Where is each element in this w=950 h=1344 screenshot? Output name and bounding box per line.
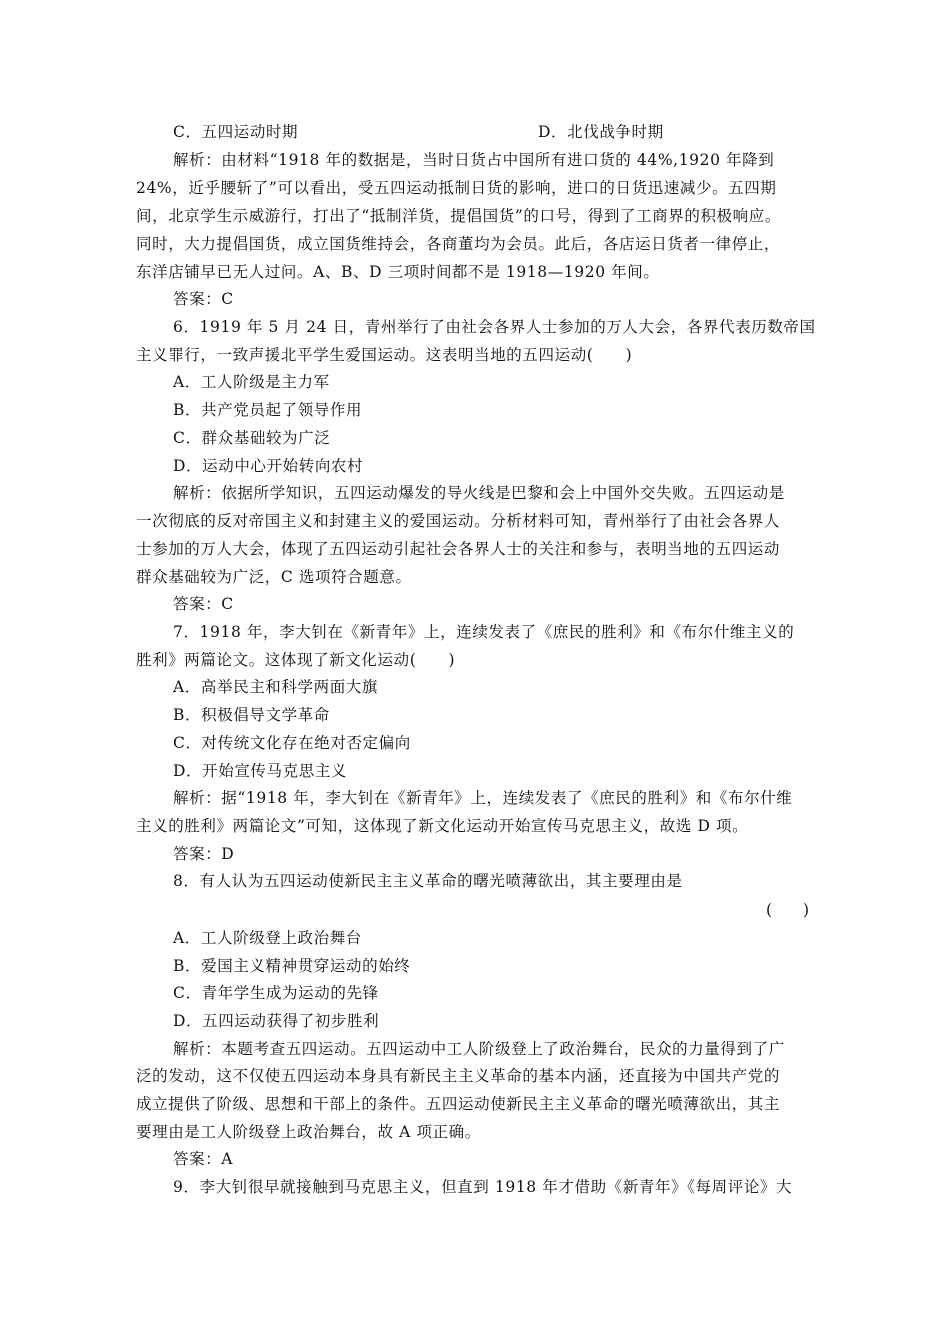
q7-option-b: B．积极倡导文学革命	[173, 706, 330, 724]
q8-analysis-line: 解析：本题考查五四运动。五四运动中工人阶级登上了政治舞台，民众的力量得到了广	[173, 1040, 785, 1058]
q8-option-c: C．青年学生成为运动的先锋	[173, 984, 379, 1002]
q8-analysis-line: 成立提供了阶级、思想和干部上的条件。五四运动使新民主主义革命的曙光喷薄欲出，其主	[136, 1095, 781, 1113]
q7-option-a: A．高举民主和科学两面大旗	[173, 678, 378, 696]
q8-analysis-line: 要理由是工人阶级登上政治舞台，故 A 项正确。	[136, 1123, 481, 1141]
q7-option-d: D．开始宣传马克思主义	[173, 762, 348, 780]
q7-stem-line: 胜利》两篇论文。这体现了新文化运动( )	[136, 651, 456, 669]
q6-option-d: D．运动中心开始转向农村	[173, 457, 364, 475]
q6-analysis-line: 群众基础较为广泛，C 选项符合题意。	[136, 568, 412, 586]
q6-analysis-line: 士参加的万人大会，体现了五四运动引起社会各界人士的关注和参与，表明当地的五四运动	[136, 540, 781, 558]
q7-option-c: C．对传统文化存在绝对否定偏向	[173, 734, 411, 752]
q8-answer: 答案：A	[173, 1150, 234, 1168]
q9-stem: 9．李大钊很早就接触到马克思主义，但直到 1918 年才借助《新青年》《每周评论》大	[173, 1178, 793, 1196]
q8-option-d: D．五四运动获得了初步胜利	[173, 1012, 380, 1030]
q6-analysis-line: 一次彻底的反对帝国主义和封建主义的爱国运动。分析材料可知，青州举行了由社会各界人	[136, 512, 781, 530]
q5-analysis-line: 东洋店铺早已无人过问。A、B、D 三项时间都不是 1918—1920 年间。	[136, 263, 660, 281]
q5-analysis-line: 间，北京学生示威游行，打出了“抵制洋货，提倡国货”的口号，得到了工商界的积极响应。	[136, 207, 781, 225]
q5-option-d: D．北伐战争时期	[538, 123, 664, 141]
q7-stem-line: 7．1918 年，李大钊在《新青年》上，连续发表了《庶民的胜利》和《布尔什维主义的	[173, 623, 795, 641]
q6-stem-line: 主义罪行，一致声援北平学生爱国运动。这表明当地的五四运动( )	[136, 346, 633, 364]
q7-answer: 答案：D	[173, 845, 235, 863]
q8-option-b: B．爱国主义精神贯穿运动的始终	[173, 957, 411, 975]
q6-answer: 答案：C	[173, 595, 234, 613]
q8-answer-paren: ( )	[766, 901, 810, 919]
q8-stem: 8．有人认为五四运动使新民主主义革命的曙光喷薄欲出，其主要理由是	[173, 872, 683, 890]
q8-analysis-line: 泛的发动，这不仅使五四运动本身具有新民主主义革命的基本内涵，还直接为中国共产党的	[136, 1067, 781, 1085]
q8-option-a: A．工人阶级登上政治舞台	[173, 929, 362, 947]
q7-analysis-line: 解析：据“1918 年，李大钊在《新青年》上，连续发表了《庶民的胜利》和《布尔什维	[173, 789, 793, 807]
q6-option-a: A．工人阶级是主力军	[173, 373, 330, 391]
q6-option-c: C．群众基础较为广泛	[173, 429, 331, 447]
q6-stem-line: 6．1919 年 5 月 24 日，青州举行了由社会各界人士参加的万人大会，各界代表历数帝国	[173, 318, 816, 336]
q5-analysis-line: 同时，大力提倡国货，成立国货维持会，各商董均为会员。此后，各店运日货者一律停止，	[136, 235, 781, 253]
q6-option-b: B．共产党员起了领导作用	[173, 401, 363, 419]
q5-option-c: C．五四运动时期	[173, 123, 299, 141]
q5-analysis-line: 24%，近乎腰斩了”可以看出，受五四运动抵制日货的影响，进口的日货迅速减少。五四期	[136, 179, 777, 197]
q5-analysis-line: 解析：由材料“1918 年的数据是，当时日货占中国所有进口货的 44%,1920 年降到	[173, 151, 775, 169]
q6-analysis-line: 解析：依据所学知识，五四运动爆发的导火线是巴黎和会上中国外交失败。五四运动是	[173, 484, 785, 502]
q7-analysis-line: 主义的胜利》两篇论文”可知，这体现了新文化运动开始宣传马克思主义，故选 D 项。	[136, 817, 749, 835]
q5-answer: 答案：C	[173, 290, 234, 308]
